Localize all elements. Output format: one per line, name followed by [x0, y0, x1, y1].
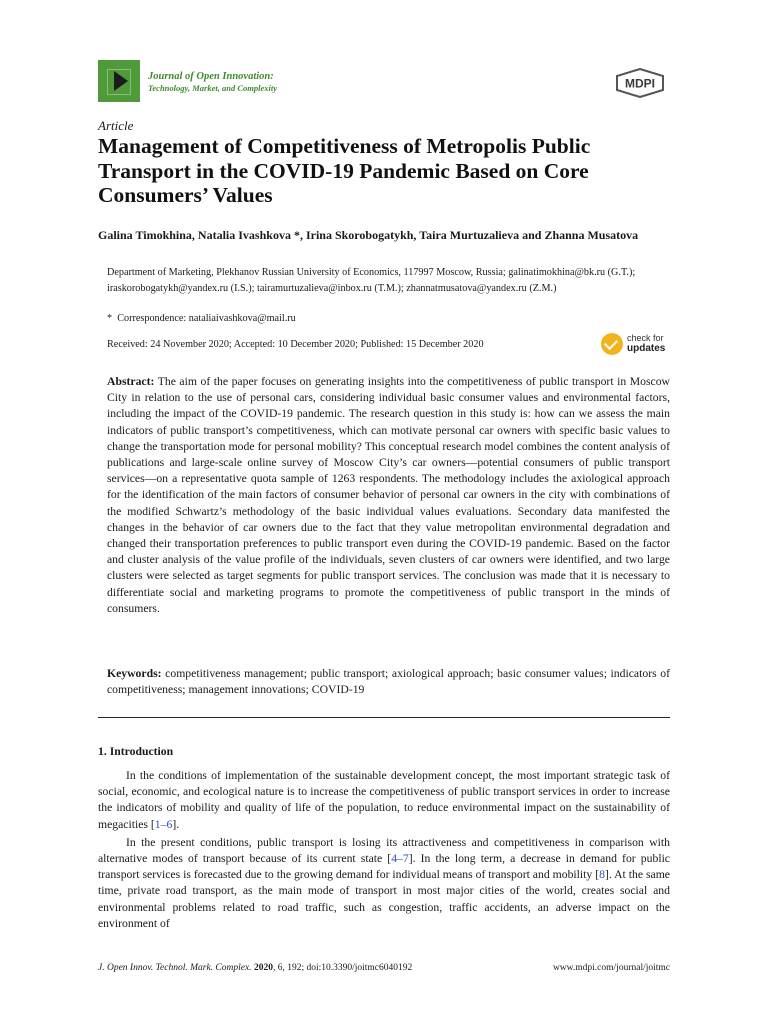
- footer-citation-rest[interactable]: , 6, 192; doi:10.3390/joitmc6040192: [272, 963, 413, 973]
- keywords: [107, 666, 670, 698]
- correspondence: [107, 311, 667, 327]
- journal-subtitle: Technology, Market, and Complexity: [148, 83, 277, 93]
- journal-name: Journal of Open Innovation:: [148, 71, 274, 82]
- author-list: Galina Timokhina, Natalia Ivashkova *, Irina Skorobogatykh, Taira Murtuzalieva and Zhanna Musatova: [98, 228, 639, 242]
- keywords-label: Keywords:: [107, 667, 162, 680]
- citation-link[interactable]: 4–7: [391, 852, 409, 866]
- mdpi-logo-text: MDPI: [625, 76, 655, 91]
- divider: [98, 717, 670, 718]
- paragraph: In the present conditions, public transport is losing its attractiveness and competitiveness in comparison with alternative modes of transport because of its current state [4–7]. In the long term, a decrease in demand for public transport services is forecasted due to the growing demand for individual means of transport and mobility [8]. At the same time, private road transport, as the main mode of transport in most major cities of the world, creates social and environmental problems related to road traffic, such as congestion, traffic accidents, an adverse impact on the environment of: [98, 835, 670, 930]
- affiliation: Department of Marketing, Plekhanov Russian University of Economics, 117997 Moscow, Russia; galinatimokhina@bk.ru (G.T.); iraskorobogatykh@yandex.ru (I.S.); tairamurtuzalieva@inbox.ru (T.M.); zhannatmusatova@yandex.ru (Z.M.): [107, 267, 636, 294]
- abstract-label: Abstract:: [107, 375, 155, 388]
- section-heading: 1. Introduction: [98, 745, 174, 758]
- paragraph: In the conditions of implementation of the sustainable development concept, the most important strategic task of social, economic, and ecological nature is to increase the competitiveness of public transport services in order to increase the indicators of mobility and quality of life of the population, to reduce environmental impact on the sustainability of megacities [1–6].: [98, 769, 670, 831]
- footer-journal-abbr: J. Open Innov. Technol. Mark. Complex.: [98, 963, 252, 973]
- paper-title: Management of Competitiveness of Metropolis Public Transport in the COVID-19 Pandemic Based on Core Consumers’ Values: [98, 134, 591, 207]
- check-badge-icon: [601, 333, 623, 355]
- abstract-text: The aim of the paper focuses on generating insights into the competitiveness of public transport in Moscow City in relation to the use of personal cars, considering individual basic consumer values and environmental factors, including the impact of the COVID-19 pandemic. The research question in this study is: how can we assess the main indicators of public transport’s competitiveness, which can motivate personal car owners with specific basic values to change the transportation mode for personal mobility? This conceptual research model combines the content analysis of publications and large-scale online survey of Moscow City’s car owners—potential consumers of public transport services—on a representative quota sample of 1263 respondents. The methodology includes the axiological approach for the identification of the main factors of consumer behavior of personal car owners in the city with combinations of the modified Schwartz’s methodology of the basic individual values evaluations. Secondary data manifested the changes in the behavior of car owners due to the fact that they value metropolitan environmental degradation and changed their transportation preferences to public transport even during the COVID-19 pandemic. Based on the factor and cluster analysis of the value profile of the individuals, seven clusters of car owners were identified, and two large clusters were selected as target segments for public transport services. The conclusion was made that it is necessary to differentiate social and marketing programs to promote the competitiveness of public transport in the minds of consumers.: [107, 375, 670, 615]
- introduction-body: [98, 768, 670, 934]
- footer-citation: [98, 963, 412, 973]
- check-for-updates-button[interactable]: [601, 331, 681, 359]
- correspondence-mark: *: [107, 313, 113, 324]
- publication-dates: Received: 24 November 2020; Accepted: 10 December 2020; Published: 15 December 2020: [107, 339, 484, 350]
- keywords-text: competitiveness management; public transport; axiological approach; basic consumer values; indicators of competitiveness; management innovations; COVID-19: [107, 667, 670, 697]
- check-updates-line1: check for: [627, 333, 664, 343]
- citation-link[interactable]: 1–6: [154, 817, 173, 831]
- mdpi-logo-icon: [614, 68, 666, 98]
- correspondence-text[interactable]: Correspondence: nataliaivashkova@mail.ru: [117, 313, 296, 324]
- journal-logo-icon: [98, 60, 140, 102]
- citation-link[interactable]: 8: [599, 868, 605, 882]
- footer-year: 2020: [253, 963, 273, 973]
- abstract: [107, 374, 670, 617]
- article-type: Article: [98, 118, 134, 133]
- footer-url[interactable]: www.mdpi.com/journal/joitmc: [552, 963, 670, 973]
- check-updates-line2: updates: [627, 343, 666, 354]
